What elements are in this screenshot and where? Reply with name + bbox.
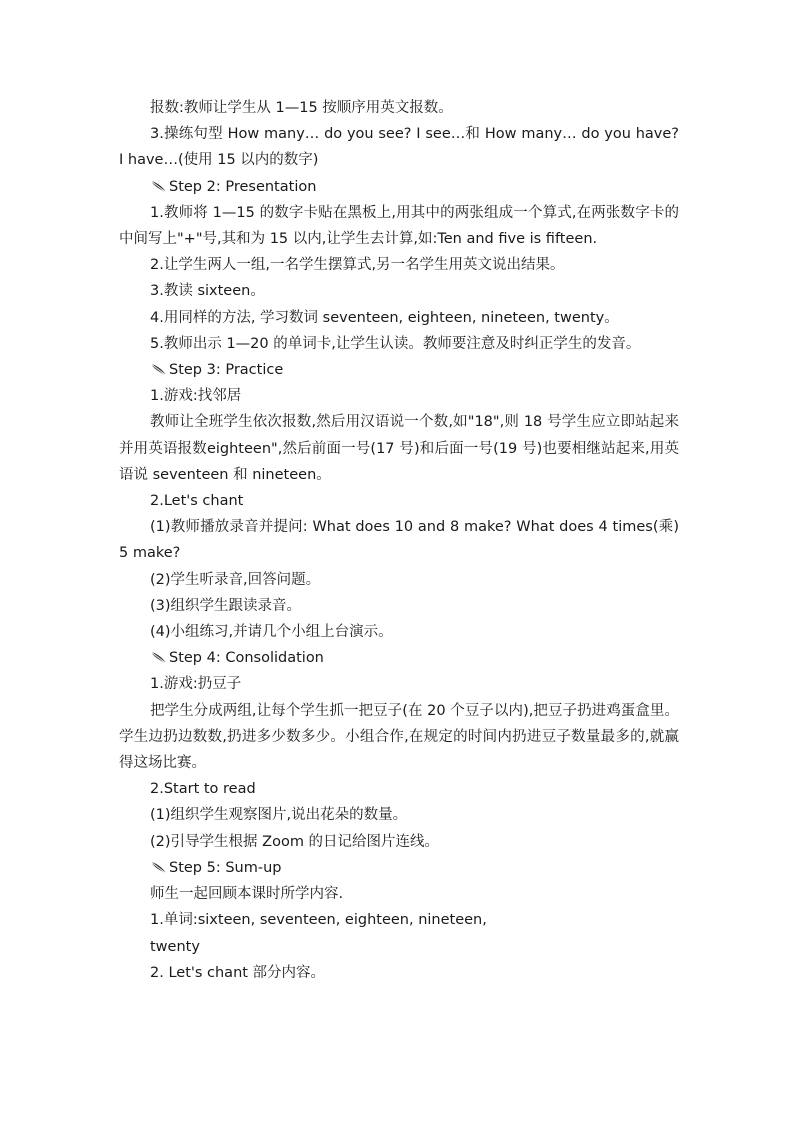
step-5-heading xyxy=(119,855,679,881)
paragraph-teach-numerals: 4.用同样的方法, 学习数词 seventeen, eighteen, nineteen, twenty。 xyxy=(150,309,619,326)
paragraph-review-words-cont: twenty xyxy=(150,938,200,955)
paragraph-game-neighbors-detail: 教师让全班学生依次报数,然后用汉语说一个数,如"18",则 18 号学生应立即站起来并用英语报数eighteen",然后前面一号(17 号)和后面一号(19 号)也要相继站起来,用英语说 seventeen 和 nineteen。 xyxy=(119,414,679,483)
paragraph-read-along: (3)组织学生跟读录音。 xyxy=(150,597,302,614)
step-2-heading xyxy=(119,174,679,200)
paragraph-game-beans-detail: 把学生分成两组,让每个学生抓一把豆子(在 20 个豆子以内),把豆子扔进鸡蛋盒里。学生边扔边数数,扔进多少数多少。小组合作,在规定的时间内扔进豆子数量最多的,就赢得这场比赛。 xyxy=(119,702,679,772)
step-2-title: Step 2: Presentation xyxy=(169,178,317,195)
feather-quill-icon xyxy=(150,363,168,377)
feather-quill-icon xyxy=(150,651,168,665)
paragraph-teach-sixteen: 3.教读 sixteen。 xyxy=(150,283,265,300)
step-5-title: Step 5: Sum-up xyxy=(169,859,282,876)
paragraph-listen-answer: (2)学生听录音,回答问题。 xyxy=(150,571,321,588)
paragraph-review-words: 1.单词:sixteen, seventeen, eighteen, nineteen, xyxy=(150,912,487,929)
paragraph-game-neighbors: 1.游戏:找邻居 xyxy=(150,388,242,405)
lesson-plan-body xyxy=(119,95,679,986)
paragraph-game-beans: 1.游戏:扔豆子 xyxy=(150,676,242,693)
paragraph-review: 师生一起回顾本课时所学内容. xyxy=(150,886,344,903)
paragraph-match-pictures: (2)引导学生根据 Zoom 的日记给图片连线。 xyxy=(150,833,440,850)
step-4-heading xyxy=(119,645,679,671)
paragraph-group-practice: (4)小组练习,并请几个小组上台演示。 xyxy=(150,624,393,641)
step-4-title: Step 4: Consolidation xyxy=(169,650,324,667)
paragraph-sentence-drill: 3.操练句型 How many… do you see? I see…和 How many… do you have? I have…(使用 15 以内的数字) xyxy=(119,126,679,169)
paragraph-review-chant: 2. Let's chant 部分内容。 xyxy=(150,964,326,981)
step-3-heading xyxy=(119,357,679,383)
step-3-title: Step 3: Practice xyxy=(169,362,284,379)
paragraph-word-cards: 5.教师出示 1—20 的单词卡,让学生认读。教师要注意及时纠正学生的发音。 xyxy=(150,335,641,352)
paragraph-chant-questions: (1)教师播放录音并提问: What does 10 and 8 make? What does 4 times(乘) 5 make? xyxy=(119,519,679,562)
paragraph-pair-work: 2.让学生两人一组,一名学生摆算式,另一名学生用英文说出结果。 xyxy=(150,257,565,274)
paragraph-lets-chant: 2.Let's chant xyxy=(150,493,244,510)
feather-quill-icon xyxy=(150,861,168,875)
paragraph-start-to-read: 2.Start to read xyxy=(150,781,256,798)
paragraph-observe-pictures: (1)组织学生观察图片,说出花朵的数量。 xyxy=(150,807,408,824)
feather-quill-icon xyxy=(150,180,168,194)
paragraph-number-cards: 1.教师将 1—15 的数字卡贴在黑板上,用其中的两张组成一个算式,在两张数字卡的中间写上"+"号,其和为 15 以内,让学生去计算,如:Ten and five is fifteen. xyxy=(119,204,679,248)
paragraph-count-off: 报数:教师让学生从 1—15 按顺序用英文报数。 xyxy=(150,100,453,116)
